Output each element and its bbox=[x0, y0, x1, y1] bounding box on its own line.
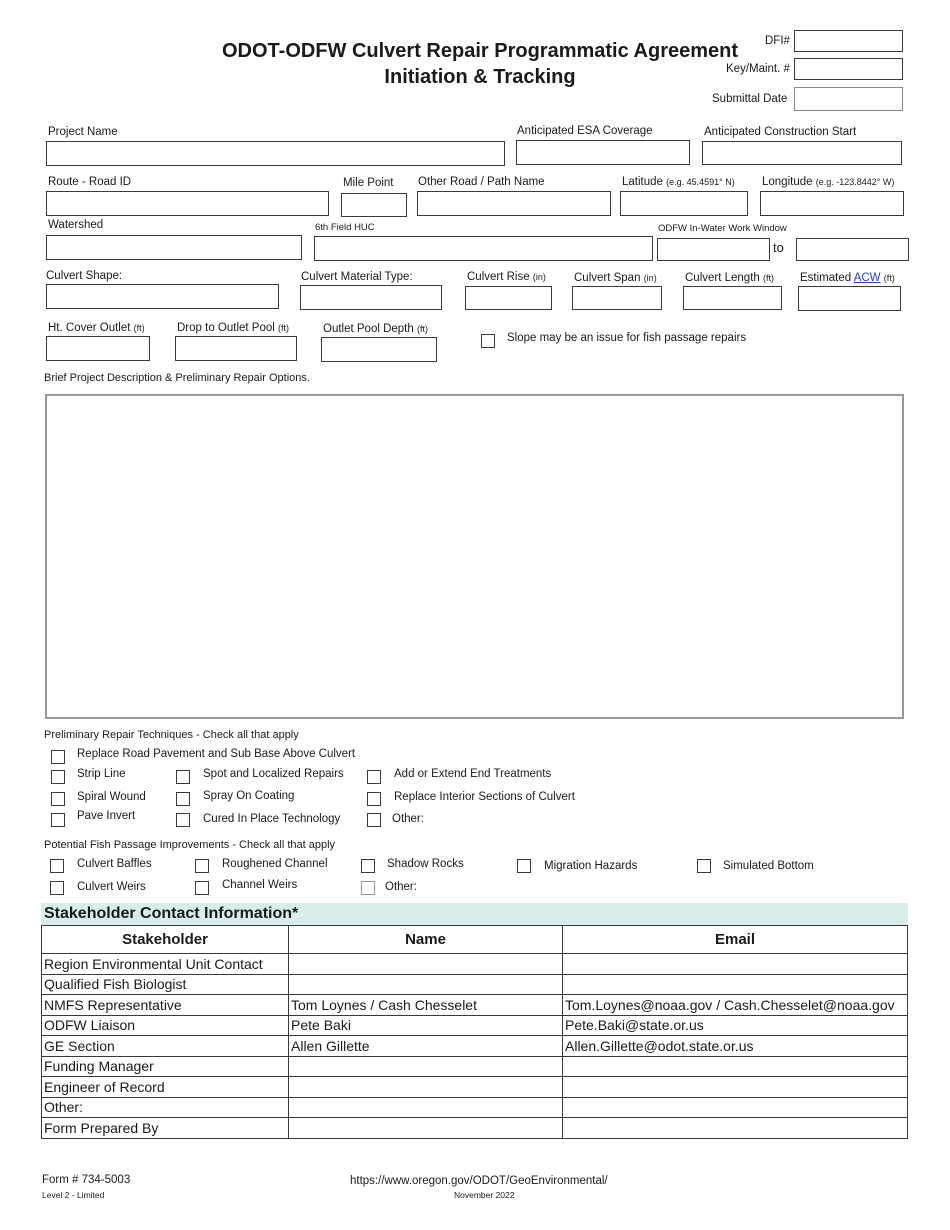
drop-outlet-label bbox=[177, 322, 289, 334]
end-treatments-checkbox[interactable] bbox=[367, 770, 381, 784]
key-maint-input[interactable] bbox=[794, 58, 903, 80]
email-cell[interactable] bbox=[563, 1077, 908, 1098]
culvert-span-unit: (in) bbox=[643, 273, 657, 283]
latitude-input[interactable] bbox=[620, 191, 748, 216]
culvert-span-input[interactable] bbox=[572, 286, 662, 310]
huc-input[interactable] bbox=[314, 236, 653, 261]
spot-repairs-label: Spot and Localized Repairs bbox=[203, 768, 344, 780]
esa-coverage-input[interactable] bbox=[516, 140, 690, 165]
simulated-checkbox[interactable] bbox=[697, 859, 711, 873]
outlet-depth-text: Outlet Pool Depth bbox=[323, 323, 414, 335]
submittal-date-label: Submittal Date bbox=[712, 93, 788, 105]
other-road-label: Other Road / Path Name bbox=[418, 176, 545, 188]
cured-in-place-checkbox[interactable] bbox=[176, 813, 190, 827]
table-row bbox=[42, 1097, 908, 1118]
strip-line-label: Strip Line bbox=[77, 768, 126, 780]
migration-label: Migration Hazards bbox=[544, 860, 638, 872]
drop-outlet-unit: (ft) bbox=[278, 323, 290, 333]
estimated-text: Estimated bbox=[800, 272, 852, 284]
stakeholder-cell: Region Environmental Unit Contact bbox=[42, 954, 289, 975]
stakeholder-cell: Engineer of Record bbox=[42, 1077, 289, 1098]
spray-coating-checkbox[interactable] bbox=[176, 792, 190, 806]
culvert-rise-text: Culvert Rise bbox=[467, 271, 530, 283]
fish-other-checkbox[interactable] bbox=[361, 881, 375, 895]
spiral-wound-label: Spiral Wound bbox=[77, 791, 146, 803]
route-road-id-label: Route - Road ID bbox=[48, 176, 132, 188]
spot-repairs-checkbox[interactable] bbox=[176, 770, 190, 784]
watershed-label: Watershed bbox=[48, 219, 104, 231]
key-maint-label: Key/Maint. # bbox=[726, 63, 790, 75]
pave-invert-checkbox[interactable] bbox=[51, 813, 65, 827]
slope-issue-checkbox[interactable] bbox=[481, 334, 495, 348]
work-window-end-input[interactable] bbox=[796, 238, 909, 261]
email-cell[interactable] bbox=[563, 974, 908, 995]
email-cell[interactable]: Tom.Loynes@noaa.gov / Cash.Chesselet@noaa.gov bbox=[563, 995, 908, 1016]
outlet-depth-label bbox=[323, 323, 428, 335]
pave-invert-label: Pave Invert bbox=[77, 810, 136, 822]
ht-cover-unit: (ft) bbox=[133, 323, 145, 333]
description-label: Brief Project Description & Preliminary Repair Options. bbox=[44, 372, 310, 384]
table-row bbox=[42, 1118, 908, 1139]
table-row bbox=[42, 995, 908, 1016]
weirs-checkbox[interactable] bbox=[50, 881, 64, 895]
form-number: Form # 734-5003 bbox=[42, 1174, 131, 1186]
description-textarea[interactable] bbox=[45, 394, 904, 719]
table-row bbox=[42, 1015, 908, 1036]
project-name-input[interactable] bbox=[46, 141, 505, 166]
culvert-rise-label bbox=[467, 271, 546, 283]
replace-road-label: Replace Road Pavement and Sub Base Above Culvert bbox=[77, 748, 356, 760]
project-name-label: Project Name bbox=[48, 126, 118, 138]
name-cell[interactable] bbox=[289, 954, 563, 975]
acw-input[interactable] bbox=[798, 286, 901, 311]
name-cell[interactable]: Tom Loynes / Cash Chesselet bbox=[289, 995, 563, 1016]
simulated-label: Simulated Bottom bbox=[723, 860, 814, 872]
end-treatments-label: Add or Extend End Treatments bbox=[394, 768, 552, 780]
acw-unit: (ft) bbox=[883, 273, 895, 283]
form-title bbox=[200, 38, 760, 90]
huc-label: 6th Field HUC bbox=[315, 222, 375, 233]
stakeholder-cell: ODFW Liaison bbox=[42, 1015, 289, 1036]
drop-outlet-text: Drop to Outlet Pool bbox=[177, 322, 275, 334]
col-email: Email bbox=[563, 926, 908, 954]
table-row bbox=[42, 1056, 908, 1077]
email-cell[interactable] bbox=[563, 1118, 908, 1139]
email-cell[interactable]: Pete.Baki@state.or.us bbox=[563, 1015, 908, 1036]
baffles-checkbox[interactable] bbox=[50, 859, 64, 873]
mile-point-input[interactable] bbox=[341, 193, 407, 217]
culvert-span-label bbox=[574, 272, 657, 284]
other-road-input[interactable] bbox=[417, 191, 611, 216]
repair-other-checkbox[interactable] bbox=[367, 813, 381, 827]
spiral-wound-checkbox[interactable] bbox=[51, 792, 65, 806]
replace-road-checkbox[interactable] bbox=[51, 750, 65, 764]
table-row bbox=[42, 1036, 908, 1057]
mile-point-label: Mile Point bbox=[343, 177, 394, 189]
replace-interior-label: Replace Interior Sections of Culvert bbox=[394, 791, 575, 803]
col-name: Name bbox=[289, 926, 563, 954]
channel-weirs-checkbox[interactable] bbox=[195, 881, 209, 895]
replace-interior-checkbox[interactable] bbox=[367, 792, 381, 806]
form-level: Level 2 - Limited bbox=[42, 1190, 105, 1200]
longitude-input[interactable] bbox=[760, 191, 904, 216]
stakeholder-cell: Form Prepared By bbox=[42, 1118, 289, 1139]
form-title-line1: ODOT-ODFW Culvert Repair Programmatic Agreement bbox=[221, 40, 739, 62]
repair-heading: Preliminary Repair Techniques - Check all that apply bbox=[44, 729, 299, 741]
stakeholder-table bbox=[41, 925, 908, 1139]
slope-issue-label: Slope may be an issue for fish passage repairs bbox=[507, 332, 747, 344]
construction-start-input[interactable] bbox=[702, 141, 902, 165]
culvert-length-unit: (ft) bbox=[763, 273, 774, 283]
latitude-hint: (e.g. 45.4591° N) bbox=[666, 177, 735, 187]
fish-other-label: Other: bbox=[385, 881, 417, 893]
table-row bbox=[42, 974, 908, 995]
stakeholder-cell: Qualified Fish Biologist bbox=[42, 974, 289, 995]
latitude-label bbox=[622, 176, 735, 188]
fish-heading: Potential Fish Passage Improvements - Check all that apply bbox=[44, 839, 336, 851]
stakeholder-header-row bbox=[42, 926, 908, 954]
estimated-acw-label bbox=[800, 272, 895, 284]
longitude-text: Longitude bbox=[762, 176, 813, 188]
name-cell[interactable] bbox=[289, 1097, 563, 1118]
email-cell[interactable] bbox=[563, 1056, 908, 1077]
longitude-hint: (e.g. -123.8442° W) bbox=[815, 177, 895, 187]
work-window-label: ODFW In-Water Work Window bbox=[658, 223, 787, 234]
dfi-label: DFI# bbox=[765, 35, 790, 47]
drop-outlet-input[interactable] bbox=[175, 336, 297, 361]
stakeholder-cell: GE Section bbox=[42, 1036, 289, 1057]
culvert-length-text: Culvert Length bbox=[685, 272, 760, 284]
ht-cover-label bbox=[48, 322, 145, 334]
culvert-length-label bbox=[685, 272, 774, 284]
roughened-checkbox[interactable] bbox=[195, 859, 209, 873]
culvert-rise-input[interactable] bbox=[465, 286, 552, 310]
table-row bbox=[42, 1077, 908, 1098]
acw-link[interactable]: ACW bbox=[853, 272, 881, 284]
stakeholder-cell: Funding Manager bbox=[42, 1056, 289, 1077]
channel-weirs-label: Channel Weirs bbox=[222, 879, 298, 891]
repair-other-label: Other: bbox=[392, 813, 424, 825]
ht-cover-input[interactable] bbox=[46, 336, 150, 361]
route-road-id-input[interactable] bbox=[46, 191, 329, 216]
outlet-depth-unit: (ft) bbox=[416, 324, 428, 334]
name-cell[interactable]: Allen Gillette bbox=[289, 1036, 563, 1057]
culvert-shape-input[interactable] bbox=[46, 284, 279, 309]
stakeholder-cell: Other: bbox=[42, 1097, 289, 1118]
construction-start-label: Anticipated Construction Start bbox=[704, 126, 857, 138]
cured-in-place-label: Cured In Place Technology bbox=[203, 813, 341, 825]
latitude-text: Latitude bbox=[622, 176, 663, 188]
footer-date: November 2022 bbox=[454, 1190, 515, 1200]
name-cell[interactable] bbox=[289, 1056, 563, 1077]
culvert-material-label: Culvert Material Type: bbox=[301, 271, 413, 283]
stakeholder-cell: NMFS Representative bbox=[42, 995, 289, 1016]
name-cell[interactable] bbox=[289, 1077, 563, 1098]
email-cell[interactable]: Allen.Gillette@odot.state.or.us bbox=[563, 1036, 908, 1057]
name-cell[interactable]: Pete Baki bbox=[289, 1015, 563, 1036]
email-cell[interactable] bbox=[563, 1097, 908, 1118]
stakeholder-heading: Stakeholder Contact Information* bbox=[41, 903, 908, 925]
weirs-label: Culvert Weirs bbox=[77, 881, 146, 893]
shadow-rocks-label: Shadow Rocks bbox=[387, 858, 464, 870]
dfi-input[interactable] bbox=[794, 30, 903, 52]
work-window-start-input[interactable] bbox=[657, 238, 770, 261]
roughened-label: Roughened Channel bbox=[222, 858, 328, 870]
esa-coverage-label: Anticipated ESA Coverage bbox=[517, 125, 653, 137]
name-cell[interactable] bbox=[289, 1118, 563, 1139]
culvert-material-input[interactable] bbox=[300, 285, 442, 310]
baffles-label: Culvert Baffles bbox=[77, 858, 152, 870]
culvert-rise-unit: (in) bbox=[532, 272, 546, 282]
outlet-depth-input[interactable] bbox=[321, 337, 437, 362]
name-cell[interactable] bbox=[289, 974, 563, 995]
email-cell[interactable] bbox=[563, 954, 908, 975]
spray-coating-label: Spray On Coating bbox=[203, 790, 295, 802]
culvert-length-input[interactable] bbox=[683, 286, 782, 310]
migration-checkbox[interactable] bbox=[517, 859, 531, 873]
table-row bbox=[42, 954, 908, 975]
longitude-label bbox=[762, 176, 894, 188]
shadow-rocks-checkbox[interactable] bbox=[361, 859, 375, 873]
col-stakeholder: Stakeholder bbox=[42, 926, 289, 954]
submittal-date-input[interactable] bbox=[794, 87, 903, 111]
culvert-span-text: Culvert Span bbox=[574, 272, 641, 284]
culvert-shape-label: Culvert Shape: bbox=[46, 270, 123, 282]
footer-url: https://www.oregon.gov/ODOT/GeoEnvironmental/ bbox=[350, 1175, 608, 1187]
work-window-to-label: to bbox=[773, 240, 784, 255]
ht-cover-text: Ht. Cover Outlet bbox=[48, 322, 131, 334]
strip-line-checkbox[interactable] bbox=[51, 770, 65, 784]
form-title-line2: Initiation & Tracking bbox=[384, 66, 576, 88]
watershed-input[interactable] bbox=[46, 235, 302, 260]
